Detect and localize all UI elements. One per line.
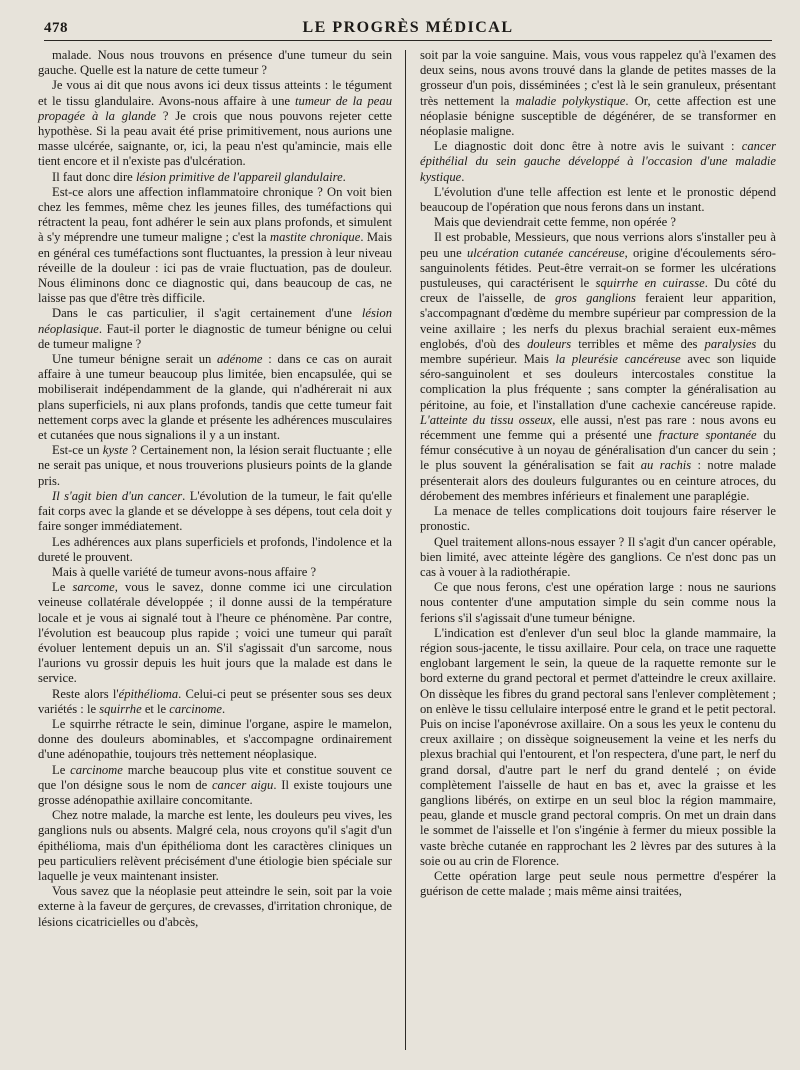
italic-text: lésion néoplasique xyxy=(38,306,392,336)
right-column xyxy=(420,48,776,899)
text-run: Le xyxy=(52,762,71,777)
italic-text: la pleurésie cancéreuse xyxy=(555,352,681,367)
paragraph xyxy=(38,763,392,809)
paragraph xyxy=(38,306,392,352)
text-run: . xyxy=(342,169,346,184)
text-run: marche beaucoup plus vite et constitue souvent ce que l'on désigne sous le nom de xyxy=(38,762,392,792)
page-number: 478 xyxy=(44,20,68,36)
text-run: du membre supérieur. Mais xyxy=(420,336,777,367)
text-run: L'indication est d'enlever d'un seul bloc la glande mammaire, la région sous-jacente, le tissu axillaire. Pour cela, on trace une raquette englobant largement le sein, la queue de la raquette remonte sur le bord externe du grand pectoral et permet d'atteindre le creux axillaire. On dissèque les fibres du grand pectoral sans l'enlever complètement ; on enlève le tissu cellulaire interposé entre le grand et le petit pectoral. Puis on incise l'aponévrose axillaire. On a sous les yeux le contenu du creux axillaire ; on dissèque soigneusement la veine et les nerfs du plexus brachial qui l'entourent, et l'on respectera, d'une part, le nerf du grand dorsal, d'autre part le nerf du grand dentelé ; on évide complètement l'aisselle de haut en bas et, avec la graisse et les ganglions libérés, on extirpe en un seul bloc la région mammaire, peau, glande et muscle grand pectoral compris. On met un drain dans le sommet de l'aisselle et l'on s'ingénie à fermer du mieux possible la vaste brèche cutanée en rapprochant les 2 lèvres par des sutures à la soie ou au crin de Florence. xyxy=(420,625,776,868)
italic-text: mastite chronique xyxy=(269,230,361,245)
italic-text: épithélioma xyxy=(118,686,179,701)
text-run: La menace de telles complications doit toujours faire réserver le pronostic. xyxy=(420,504,776,534)
italic-text: maladie polykystique xyxy=(515,93,626,108)
paragraph xyxy=(420,215,776,230)
text-run: Le diagnostic doit donc être à notre avis le suivant : xyxy=(434,139,742,154)
paragraph xyxy=(420,626,776,869)
italic-text: tumeur de la peau propagée à la glande xyxy=(38,93,392,123)
paragraph xyxy=(38,808,392,884)
italic-text: carcinome xyxy=(169,701,222,716)
text-run: ? Je crois que nous pouvons rejeter cette hypothèse. Si la peau avait été prise primitivement, nous aurions une masse ulcérée, saignante, or, ici, la peau n'est qu'amincie, mais elle tient encore et il n'existe pas d'ulcération. xyxy=(38,108,392,169)
paragraph xyxy=(38,443,392,489)
italic-text: L'atteinte du tissu osseux xyxy=(420,412,553,427)
journal-title: LE PROGRÈS MÉDICAL xyxy=(302,19,514,36)
text-run: : notre malade présenterait alors des douleurs fulgurantes ou en ceinture atroces, du dérobement des membres inférieurs et finalement une paraplégie. xyxy=(420,458,776,503)
text-run: Je vous ai dit que nous avons ici deux tissus atteints : le tégument et le tissu glandulaire. Avons-nous affaire à une xyxy=(38,78,392,108)
italic-text: fracture spontanée xyxy=(658,428,757,443)
italic-text: carcinome xyxy=(70,762,123,777)
paragraph xyxy=(38,352,392,443)
paragraph xyxy=(38,687,392,717)
text-run: Vous savez que la néoplasie peut atteindre le sein, soit par la voie externe à la faveur de gerçures, de crevasses, d'irritation chronique, de lésions cicatricielles ou d'abcès, xyxy=(38,884,392,929)
text-run: . Celui-ci peut se présenter sous ses deux variétés : le xyxy=(38,686,392,716)
text-run: soit par la voie sanguine. Mais, vous vous rappelez qu'à l'examen des deux seins, nous avons trouvé dans la glande de petites masses de la grosseur d'un pois, disséminées ; c'est là le sein granuleux, présentant très nettement la xyxy=(420,48,776,108)
paragraph xyxy=(420,48,776,139)
text-run: Mais que deviendrait cette femme, non opérée ? xyxy=(434,215,676,230)
italic-text: cancer aigu xyxy=(211,777,274,792)
paragraph xyxy=(420,535,776,581)
text-run: feraient leur apparition, s'accompagnant d'œdème du membre supérieur par compression de la veine axillaire ; les nerfs du plexus brachial seraient eux-mêmes englobés, d'où des xyxy=(420,291,776,351)
text-run: Le xyxy=(52,580,73,595)
paragraph xyxy=(38,884,392,930)
text-run: malade. Nous nous trouvons en présence d'une tumeur du sein gauche. Quelle est la nature de cette tumeur ? xyxy=(38,48,392,78)
paragraph xyxy=(38,78,392,169)
text-run: . Or, cette affection est une néoplasie bénigne susceptible de dégénérer, de se transformer en néoplasie maligne. xyxy=(420,93,776,139)
text-run: , vous le savez, donne comme ici une circulation veineuse collatérale développée ; il donne aussi de la température locale et je vous ai signalé tout à l'heure ce phénomène. Par contre, l'évolution est beaucoup plus rapide ; voici une tumeur qui paraît évoluer lentement depuis un an. S'il s'agissait d'un sarcome, nous l'aurions vu grossir depuis les huit jours que la malade est dans le service. xyxy=(38,580,392,686)
text-run: avec son liquide séro-sanguinolent et ses douleurs intercostales constitue la complication la plus fréquente ; sans compter la généralisation au péritoine, au foie, et l'installation d'une cachexie cancéreuse rapide. xyxy=(420,352,776,412)
italic-text: Il s'agit bien d'un cancer xyxy=(52,488,183,503)
text-run: , elle aussi, n'est pas rare : nous avons eu récemment une femme qui a présenté une xyxy=(420,412,776,443)
paragraph xyxy=(38,170,392,185)
text-run: Reste alors l' xyxy=(52,686,119,701)
text-run: , origine d'écoulements séro-sanguinolents fétides. Peut-être verrait-on se former les ulcérations pustuleuses, qui caractérisent le xyxy=(420,245,776,291)
text-run: . Faut-il porter le diagnostic de tumeur bénigne ou celui de tumeur maligne ? xyxy=(38,321,392,351)
italic-text: kyste xyxy=(102,443,128,458)
text-run: L'évolution d'une telle affection est lente et le pronostic dépend beaucoup de l'opération que nous ferons dans un instant. xyxy=(420,184,776,215)
text-run: . xyxy=(221,701,226,716)
text-run: . xyxy=(461,169,465,184)
text-run: Il est probable, Messieurs, que nous verrions alors s'installer peu à peu une xyxy=(420,230,776,260)
text-run: . Il existe toujours une grosse adénopathie axillaire concomitante. xyxy=(38,777,392,807)
text-run: Ce que nous ferons, c'est une opération large : nous ne saurions nous contenter d'une amputation simple du sein comme nous la ferions s'il s'agissait d'une tumeur bénigne. xyxy=(420,580,776,625)
italic-text: gros ganglions xyxy=(554,291,636,306)
text-run: ? Certainement non, la lésion serait fluctuante ; elle ne serait pas unique, et nous trouverions plusieurs points de la glande pris. xyxy=(38,443,393,488)
text-run: Les adhérences aux plans superficiels et profonds, l'indolence et la dureté le prouvent. xyxy=(38,534,392,564)
text-run: Mais à quelle variété de tumeur avons-nous affaire ? xyxy=(52,564,317,579)
left-column xyxy=(38,48,392,930)
paragraph xyxy=(420,139,776,185)
paragraph xyxy=(38,489,392,535)
italic-text: paralysies xyxy=(704,336,757,351)
text-run: Dans le cas particulier, il s'agit certainement d'une xyxy=(52,306,362,321)
text-run: Chez notre malade, la marche est lente, les douleurs peu vives, les ganglions nuls ou absents. Malgré cela, nous croyons qu'il s'agit d'un épithélioma, mais d'un épithélioma dont les caractères cliniques un peu particuliers relèvent précisément d'une étiologie bien spéciale sur laquelle je veux maintenant insister. xyxy=(38,808,392,883)
text-run: Quel traitement allons-nous essayer ? Il s'agit d'un cancer opérable, bien limité, avec atteinte légère des ganglions. Ce n'est donc pas un cas à vouer à la radiothérapie. xyxy=(420,534,776,579)
text-run: Le squirrhe rétracte le sein, diminue l'organe, aspire le mamelon, donne des douleurs abominables, et s'accompagne ordinairement d'une adénopathie, toujours très nettement néoplasique. xyxy=(38,716,392,762)
paragraph xyxy=(420,185,776,215)
paragraph xyxy=(420,869,776,899)
text-run: Est-ce un xyxy=(52,443,103,458)
paragraph xyxy=(38,565,392,580)
paragraph xyxy=(38,717,392,763)
text-run: Il faut donc dire xyxy=(52,169,136,184)
italic-text: douleurs xyxy=(527,336,572,351)
italic-text: au rachis xyxy=(640,458,692,473)
paragraph xyxy=(38,48,392,78)
paragraph xyxy=(38,185,392,307)
paragraph xyxy=(38,535,392,565)
text-run: terribles et même des xyxy=(571,336,705,351)
paragraph xyxy=(420,230,776,504)
paragraph xyxy=(38,580,392,686)
paragraph xyxy=(420,580,776,626)
text-run: . Mais en général ces tuméfactions sont fluctuantes, la pression à leur niveau réveille de la douleur : ici pas de vraie fluctuation, pas de douleur. Nous éliminons donc ce diagnostic qui, dans beaucoup de cas, ne laisse pas que d'être très difficile. xyxy=(38,230,393,306)
italic-text: sarcome xyxy=(72,580,115,595)
text-run: Une tumeur bénigne serait un xyxy=(52,352,218,367)
italic-text: ulcération cutanée cancéreuse xyxy=(466,245,625,260)
italic-text: lésion primitive de l'appareil glandulaire xyxy=(135,169,343,184)
text-run: et le xyxy=(141,701,170,716)
text-run: . L'évolution de la tumeur, le fait qu'elle fait corps avec la glande et se développe à ses dépens, tout cela doit y faire songer immédiatement. xyxy=(38,488,392,534)
page-header xyxy=(44,18,772,41)
text-run: Cette opération large peut seule nous permettre d'espérer la guérison de cette malade ; mais même ainsi traitées, xyxy=(420,868,776,899)
paragraph xyxy=(420,504,776,534)
text-run: . Du côté du creux de l'aisselle, de xyxy=(420,276,776,306)
italic-text: cancer épithélial du sein gauche développé à l'occasion d'une maladie kystique xyxy=(420,139,776,184)
column-divider xyxy=(405,50,406,1050)
text-run: : dans ce cas on aurait affaire à une tumeur beaucoup plus limitée, bien encapsulée, qui se mobiliserait indépendamment de la glande, qui n'adhérerait ni aux plans superficiels, ni aux plans profonds, tandis que cette tumeur fait nettement corps avec la glande et présente les adhérences musculaires et cutanées que nous signalions il y a un instant. xyxy=(38,352,392,443)
italic-text: squirrhe xyxy=(99,701,142,716)
italic-text: squirrhe en cuirasse xyxy=(595,276,705,291)
italic-text: adénome xyxy=(217,352,263,367)
text-run: Est-ce alors une affection inflammatoire chronique ? On voit bien chez les femmes, même chez les jeunes filles, des tuméfactions qui rétractent la peau, font adhérer le sein aux plans profonds, et simulent à s'y méprendre une tumeur maligne ; c'est la xyxy=(38,184,392,245)
text-run: du fémur consécutive à un noyau de généralisation d'un cancer du sein ; le plus souvent la généralisation se fait xyxy=(420,428,776,473)
